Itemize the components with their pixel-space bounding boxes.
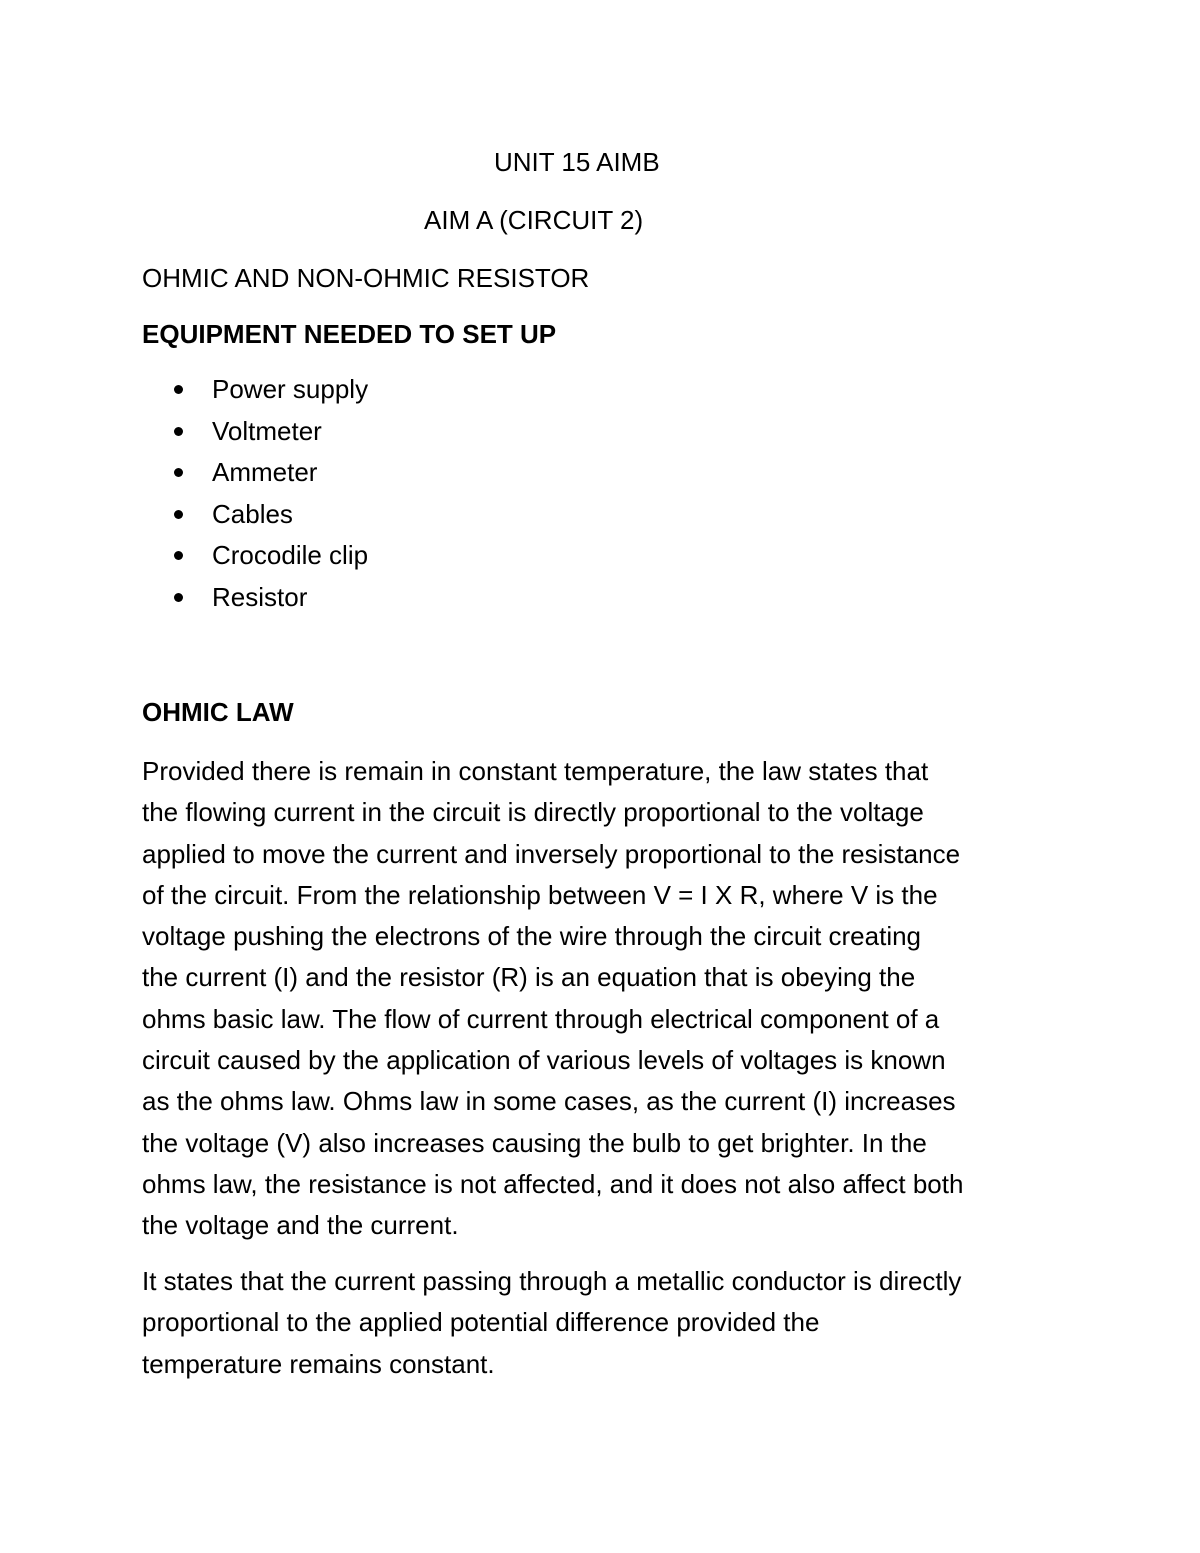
equipment-list (170, 373, 368, 622)
paragraph-statement (142, 1261, 1072, 1385)
paragraph-line: the voltage (V) also increases causing the bulb to get brighter. In the (142, 1127, 927, 1158)
paragraph-line: voltage pushing the electrons of the wire through the circuit creating (142, 921, 922, 952)
topic-heading: OHMIC AND NON-OHMIC RESISTOR (142, 263, 590, 293)
law-heading: OHMIC LAW (142, 697, 294, 727)
list-item: Ammeter (170, 456, 368, 498)
list-item: Cables (170, 498, 368, 540)
paragraph-line: ohms law, the resistance is not affected, and it does not also affect both (142, 1168, 964, 1199)
list-item: Power supply (170, 373, 368, 415)
bullet-icon (174, 385, 183, 394)
paragraph-line: as the ohms law. Ohms law in some cases, as the current (I) increases (142, 1086, 956, 1117)
paragraph-line: proportional to the applied potential difference provided the (142, 1307, 820, 1338)
bullet-icon (174, 427, 183, 436)
paragraph-line: of the circuit. From the relationship between V = I X R, where V is the (142, 879, 938, 910)
bullet-icon (174, 593, 183, 602)
document-subtitle: AIM A (CIRCUIT 2) (424, 205, 644, 235)
paragraph-line: ohms basic law. The flow of current through electrical component of a (142, 1003, 940, 1034)
bullet-icon (174, 551, 183, 560)
list-item: Resistor (170, 581, 368, 623)
bullet-icon (174, 468, 183, 477)
paragraph-line: circuit caused by the application of various levels of voltages is known (142, 1045, 946, 1076)
equipment-heading: EQUIPMENT NEEDED TO SET UP (142, 319, 557, 349)
paragraph-line: the current (I) and the resistor (R) is an equation that is obeying the (142, 962, 916, 993)
document-title: UNIT 15 AIMB (494, 147, 660, 177)
list-item: Crocodile clip (170, 539, 368, 581)
paragraph-line: temperature remains constant. (142, 1348, 495, 1379)
paragraph-line: Provided there is remain in constant temperature, the law states that (142, 756, 929, 786)
paragraph-line: It states that the current passing through a metallic conductor is directly (142, 1266, 962, 1296)
paragraph-line: the flowing current in the circuit is directly proportional to the voltage (142, 797, 924, 828)
paragraph-line: applied to move the current and inversely proportional to the resistance (142, 838, 961, 869)
paragraph-ohms-law (142, 751, 1072, 1247)
bullet-icon (174, 510, 183, 519)
paragraph-line: the voltage and the current. (142, 1210, 459, 1241)
list-item: Voltmeter (170, 415, 368, 457)
